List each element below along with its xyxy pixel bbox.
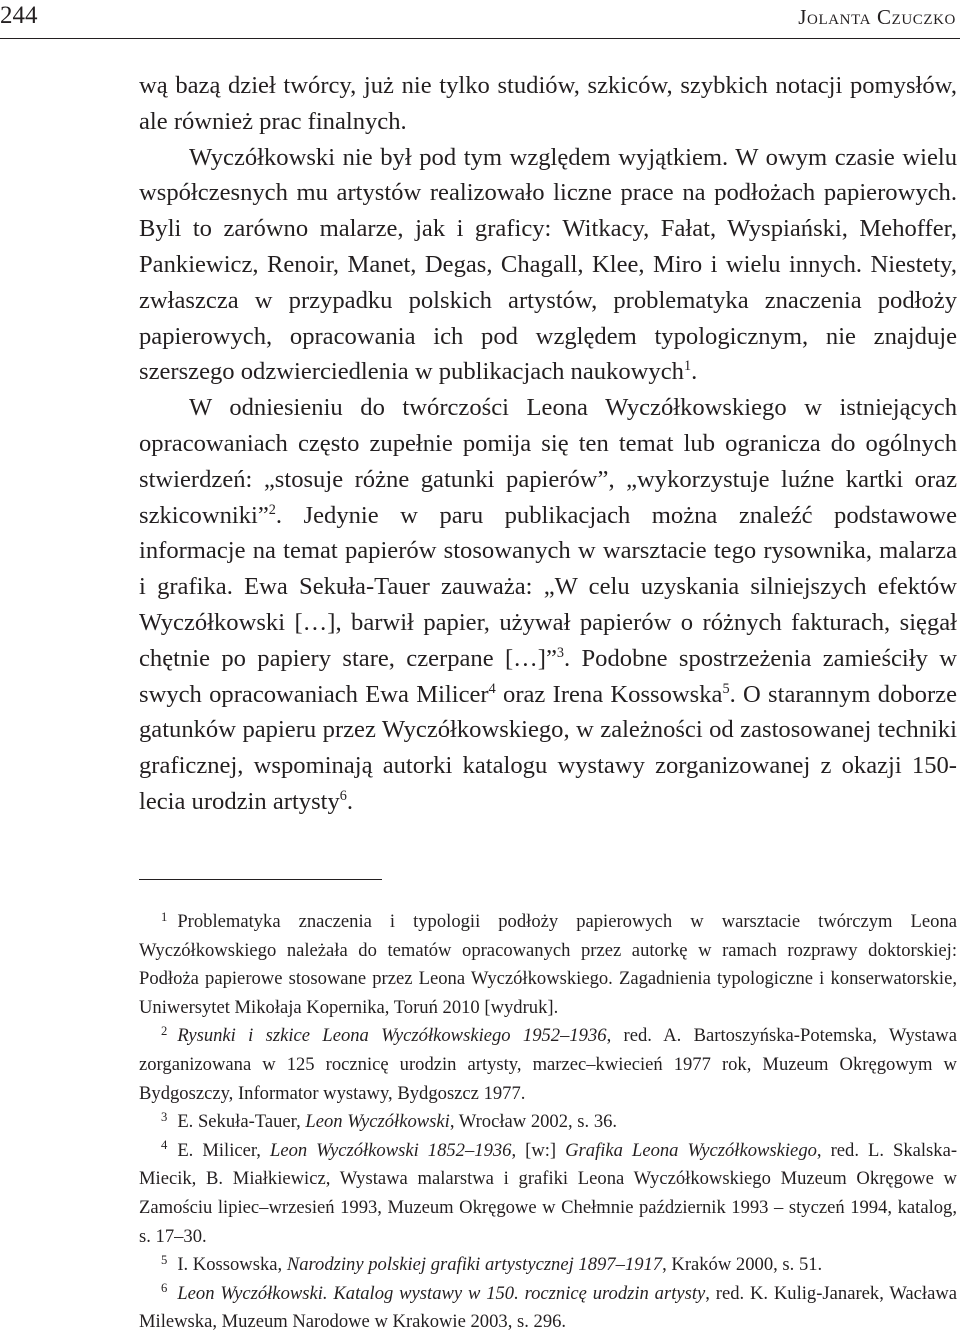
footnote-ref-3[interactable]: 3	[556, 644, 565, 661]
footnote-number: 5	[161, 1252, 168, 1267]
footnote-author: I. Kossowska,	[177, 1254, 287, 1276]
paragraph-2-text-a: Wyczółkowski nie był pod tym względem wyjątkiem. W owym czasie wielu współczesnych mu artystów realizowało liczne prace na podłożach papierowych. Byli to zarówno malarze, jak i graficy: Witkacy, Fałat, Wyspiański, Mehoffer, Pankiewicz, Renoir, Manet, Degas, Chagall, Klee, Miro i wielu innych. Niestety, zwłaszcza w przypadku polskich artystów, problematyka znaczenia podłoży papierowych, opracowania ich pod względem typologicznym, nie znajduje szerszego odzwierciedlenia w publikacjach naukowych	[139, 143, 957, 386]
footnote-5	[139, 1251, 957, 1280]
footnote-text: , Wrocław 2002, s. 36.	[449, 1111, 618, 1133]
paragraph-3	[139, 390, 957, 820]
paragraph-2-text-b: .	[691, 358, 698, 386]
footnote-title: Leon Wyczółkowski	[305, 1111, 450, 1133]
footnote-text: , Kraków 2000, s. 51.	[662, 1254, 823, 1276]
running-head-author: Jolanta Czuczko	[798, 5, 956, 29]
footnote-connector: , [w:]	[511, 1139, 566, 1161]
footnote-3	[139, 1108, 957, 1137]
footnote-title: Rysunki i szkice Leona Wyczółkowskiego 1952–1936	[177, 1025, 607, 1047]
footnotes	[139, 908, 957, 1337]
paragraph-1	[139, 68, 957, 140]
paragraph-1-text: wą bazą dzieł twórcy, już nie tylko studiów, szkiców, szybkich notacji pomysłów, ale również prac finalnych.	[139, 72, 957, 135]
footnote-author: E. Milicer,	[177, 1139, 270, 1161]
footnote-number: 1	[161, 909, 168, 924]
running-header	[0, 0, 960, 39]
footnote-4	[139, 1137, 957, 1251]
body-text	[139, 68, 957, 820]
footnote-text: , red. L. Skalska-Miecik, B. Miałkiewicz, Wystawa malarstwa i grafiki Leona Wyczółkowskiego Muzeum Okręgowe w Zamościu lipiec–wrzesień 1993, Muzeum Okręgowe w Chełmnie październik 1993 – styczeń 1994, katalog, s. 17–30.	[139, 1139, 958, 1247]
footnote-title: Narodziny polskiej grafiki artystycznej 1897–1917	[286, 1254, 663, 1276]
footnote-number: 2	[161, 1024, 168, 1039]
footnote-number: 6	[161, 1281, 168, 1296]
paragraph-3-text-a: W odniesieniu do twórczości Leona Wyczółkowskiego w istniejących opracowaniach często zupełnie pomija się ten temat lub ogranicza do ogólnych stwierdzeń: „stosuje różne gatunki papierów”, „wykorzystuje luźne kartki oraz szkicowniki”	[139, 394, 957, 529]
footnote-ref-1[interactable]: 1	[683, 358, 692, 375]
paragraph-3-text-b: . Jedynie w paru publikacjach można znaleźć podstawowe informacje na temat papierów stosowanych w warsztacie tego rysownika, malarza i grafika. Ewa Sekuła-Tauer zauważa: „W celu uzyskania silniejszych efektów Wyczółkowski […], barwił papier, używał papierów o różnych fakturach, sięgał chętnie po papiery stare, czerpane […]”	[139, 501, 957, 672]
footnote-1	[139, 908, 957, 1022]
page-number: 244	[0, 2, 38, 29]
paragraph-3-text-f: .	[346, 787, 354, 815]
footnote-ref-4[interactable]: 4	[488, 680, 496, 697]
footnote-ref-6[interactable]: 6	[339, 788, 347, 805]
footnote-text: Problematyka znaczenia i typologii podłoży papierowych w warsztacie twórczym Leona Wyczółkowskiego należała do tematów opracowanych przez autorkę w ramach rozprawy doktorskiej: Podłoża papierowe stosowane przez Leona Wyczółkowskiego. Zagadnienia typologiczne i konserwatorskie, Uniwersytet Mikołaja Kopernika, Toruń 2010 [wydruk].	[139, 911, 957, 1018]
footnote-title: Leon Wyczółkowski. Katalog wystawy w 150. rocznicę urodzin artysty	[177, 1282, 706, 1304]
footnote-ref-5[interactable]: 5	[722, 680, 730, 697]
footnote-number: 4	[161, 1138, 168, 1153]
paragraph-3-text-e: . O starannym doborze gatunków papieru przez Wyczółkowskiego, w zależności od zastosowanej techniki graficznej, wspominają autorki katalogu wystawy zorganizowanej z okazji 150-lecia urodzin artysty	[139, 680, 957, 815]
footnote-title: Leon Wyczółkowski 1852–1936	[269, 1139, 512, 1161]
footnote-separator	[139, 879, 382, 880]
paragraph-3-text-d: oraz Irena Kossowska	[495, 680, 723, 708]
paragraph-2	[139, 140, 957, 391]
footnote-2	[139, 1022, 957, 1108]
footnote-text: , red. K. Kulig-Janarek, Wacława Milewska, Muzeum Narodowe w Krakowie 2003, s. 296.	[139, 1282, 958, 1333]
footnote-ref-2[interactable]: 2	[268, 501, 276, 518]
paragraph-3-text-c: . Podobne spostrzeżenia zamieściły w swych opracowaniach Ewa Milicer	[139, 644, 957, 708]
footnote-author: E. Sekuła-Tauer,	[177, 1111, 306, 1133]
footnote-title-2: Grafika Leona Wyczółkowskiego	[565, 1139, 817, 1161]
footnote-number: 3	[161, 1109, 168, 1124]
footnote-6	[139, 1280, 957, 1337]
footnote-text: , red. A. Bartoszyńska-Potemska, Wystawa zorganizowana w 125 rocznicę urodzin artysty, marzec–kwiecień 1977 rok, Muzeum Okręgowym w Bydgoszczy, Informator wystawy, Bydgoszcz 1977.	[139, 1025, 957, 1104]
